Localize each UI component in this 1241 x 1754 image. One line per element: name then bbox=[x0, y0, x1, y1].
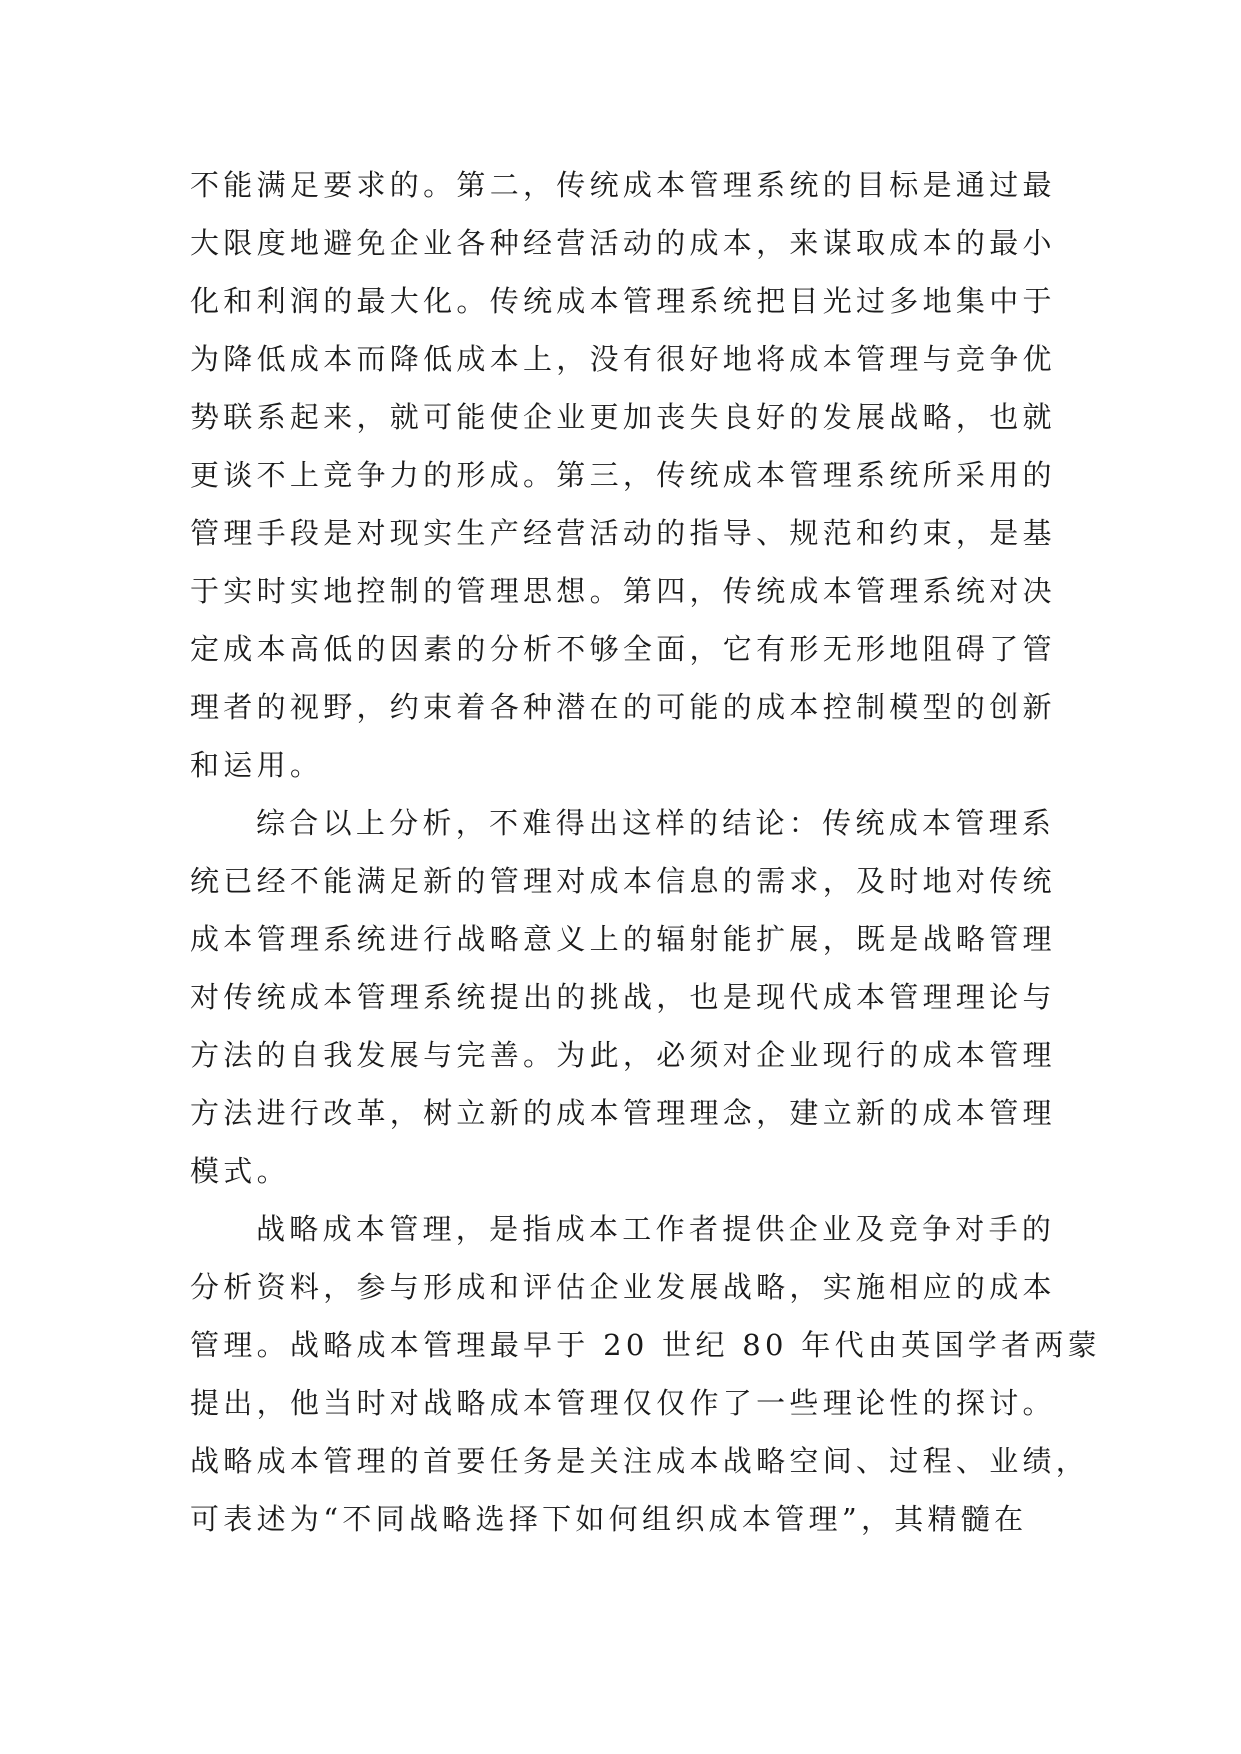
text-line: 管理手段是对现实生产经营活动的指导、规范和约束，是基 bbox=[190, 516, 1056, 550]
text-line: 化和利润的最大化。传统成本管理系统把目光过多地集中于 bbox=[190, 284, 1056, 318]
text-line: 理者的视野，约束着各种潜在的可能的成本控制模型的创新 bbox=[190, 690, 1056, 724]
text-line: 方法的自我发展与完善。为此，必须对企业现行的成本管理 bbox=[190, 1038, 1056, 1072]
text-line: 统已经不能满足新的管理对成本信息的需求，及时地对传统 bbox=[190, 864, 1056, 898]
text-line: 综合以上分析，不难得出这样的结论：传统成本管理系 bbox=[256, 806, 1056, 840]
paragraph bbox=[190, 794, 1060, 1200]
text-line: 模式。 bbox=[190, 1154, 290, 1188]
text-line: 方法进行改革，树立新的成本管理理念，建立新的成本管理 bbox=[190, 1096, 1056, 1130]
body-text bbox=[190, 156, 1101, 1548]
text-line: 于实时实地控制的管理思想。第四，传统成本管理系统对决 bbox=[190, 574, 1056, 608]
text-line: 势联系起来，就可能使企业更加丧失良好的发展战略，也就 bbox=[190, 400, 1056, 434]
text-line: 战略成本管理，是指成本工作者提供企业及竞争对手的 bbox=[256, 1212, 1056, 1246]
text-line: 分析资料，参与形成和评估企业发展战略，实施相应的成本 bbox=[190, 1270, 1056, 1304]
text-line: 更谈不上竞争力的形成。第三，传统成本管理系统所采用的 bbox=[190, 458, 1056, 492]
paragraph bbox=[190, 1200, 1101, 1548]
text-line: 成本管理系统进行战略意义上的辐射能扩展，既是战略管理 bbox=[190, 922, 1056, 956]
text-line: 和运用。 bbox=[190, 748, 324, 782]
text-line: 定成本高低的因素的分析不够全面，它有形无形地阻碍了管 bbox=[190, 632, 1056, 666]
text-line: 管理。战略成本管理最早于 20 世纪 80 年代由英国学者两蒙 bbox=[190, 1328, 1101, 1362]
text-line: 战略成本管理的首要任务是关注成本战略空间、过程、业绩， bbox=[190, 1444, 1090, 1478]
paragraph bbox=[190, 156, 1060, 794]
text-line: 可表述为“不同战略选择下如何组织成本管理”，其精髓在 bbox=[190, 1502, 1028, 1536]
text-line: 大限度地避免企业各种经营活动的成本，来谋取成本的最小 bbox=[190, 226, 1056, 260]
text-line: 提出，他当时对战略成本管理仅仅作了一些理论性的探讨。 bbox=[190, 1386, 1056, 1420]
text-line: 不能满足要求的。第二，传统成本管理系统的目标是通过最 bbox=[190, 168, 1056, 202]
text-line: 为降低成本而降低成本上，没有很好地将成本管理与竞争优 bbox=[190, 342, 1056, 376]
text-line: 对传统成本管理系统提出的挑战，也是现代成本管理理论与 bbox=[190, 980, 1056, 1014]
